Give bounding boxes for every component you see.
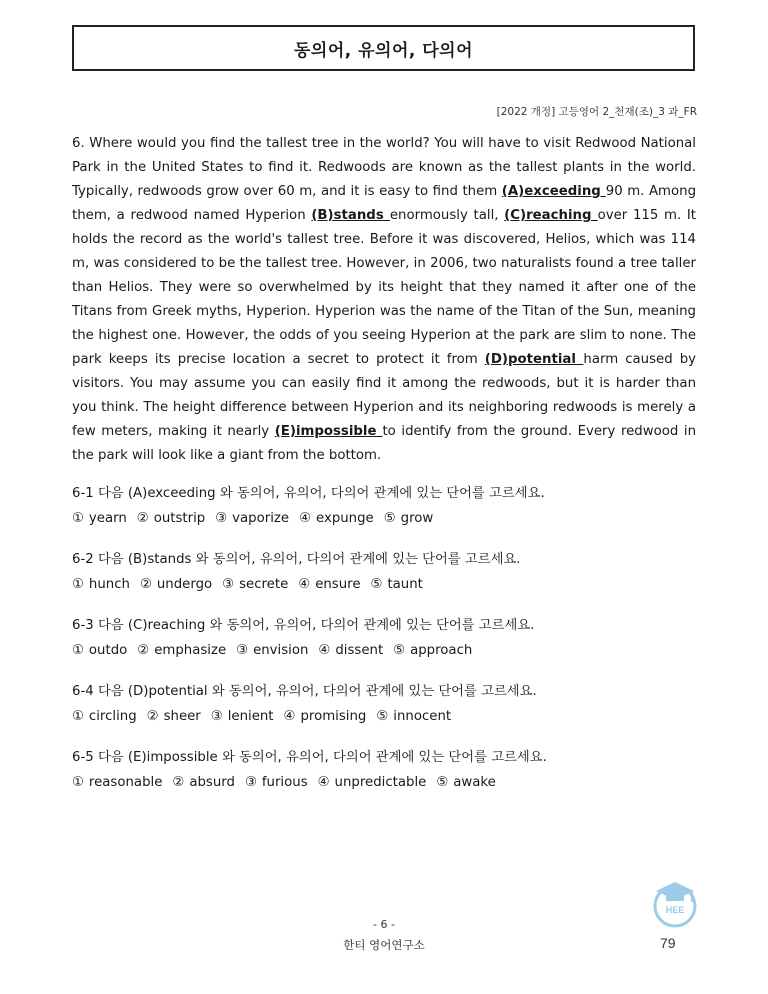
- question-list: [72, 482, 696, 812]
- option[interactable]: ① hunch: [72, 577, 130, 592]
- question-item: [72, 680, 696, 730]
- option[interactable]: ③ secrete: [222, 577, 289, 592]
- passage-text: enormously tall,: [389, 208, 505, 223]
- option[interactable]: ③ lenient: [210, 709, 274, 724]
- highlight-a: (A)exceeding: [501, 184, 606, 199]
- highlight-b: (B)stands: [311, 208, 390, 223]
- option[interactable]: ③ vaporize: [215, 511, 290, 526]
- option[interactable]: ② absurd: [172, 775, 235, 790]
- page-count: 79: [660, 935, 676, 951]
- question-item: [72, 548, 696, 598]
- question-item: [72, 746, 696, 796]
- option[interactable]: ③ furious: [244, 775, 308, 790]
- option[interactable]: ① yearn: [72, 511, 127, 526]
- reading-passage: [72, 132, 696, 468]
- question-text: 6-3 다음 (C)reaching 와 동의어, 유의어, 다의어 관계에 있는 단어를 고르세요.: [72, 618, 535, 633]
- footer-label: 한티 영어연구소: [343, 938, 425, 952]
- option[interactable]: ④ dissent: [318, 643, 384, 658]
- option[interactable]: ④ ensure: [298, 577, 361, 592]
- option[interactable]: ③ envision: [236, 643, 309, 658]
- option[interactable]: ① outdo: [72, 643, 128, 658]
- passage-text: 6. Where would you find the tallest tree in the world? You will have to visit Redwood National Park in the United States to find it. Redwoods are known as the tallest plants in the world. Typically, redwoods grow over 60 m, and it is easy to find them: [72, 136, 696, 199]
- option[interactable]: ② undergo: [139, 577, 213, 592]
- question-text: 6-1 다음 (A)exceeding 와 동의어, 유의어, 다의어 관계에 있는 단어를 고르세요.: [72, 486, 545, 501]
- option[interactable]: ④ expunge: [299, 511, 374, 526]
- page-title: 동의어, 유의어, 다의어: [72, 25, 695, 71]
- source-label: [2022 개정] 고등영어 2_천재(조)_3 과_FR: [496, 106, 697, 118]
- option[interactable]: ② outstrip: [136, 511, 206, 526]
- option[interactable]: ② emphasize: [137, 643, 227, 658]
- question-item: [72, 614, 696, 664]
- question-text: 6-2 다음 (B)stands 와 동의어, 유의어, 다의어 관계에 있는 단어를 고르세요.: [72, 552, 521, 567]
- question-text: 6-4 다음 (D)potential 와 동의어, 유의어, 다의어 관계에 있는 단어를 고르세요.: [72, 684, 537, 699]
- option-list: [72, 506, 696, 532]
- option[interactable]: ⑤ grow: [383, 511, 434, 526]
- passage-text: 90 m. Among them, a redwood named Hyperion: [72, 184, 697, 223]
- logo-text: HEE: [665, 905, 685, 915]
- question-item: [72, 482, 696, 532]
- highlight-d: (D)potential: [484, 352, 584, 367]
- option-list: [72, 572, 696, 598]
- option[interactable]: ① reasonable: [72, 775, 163, 790]
- option[interactable]: ② sheer: [146, 709, 201, 724]
- option-list: [72, 638, 696, 664]
- option[interactable]: ⑤ taunt: [370, 577, 423, 592]
- page-number: - 6 -: [373, 918, 395, 931]
- option[interactable]: ④ unpredictable: [317, 775, 427, 790]
- highlight-c: (C)reaching: [504, 208, 598, 223]
- option[interactable]: ⑤ awake: [436, 775, 496, 790]
- option-list: [72, 770, 696, 796]
- passage-text: to identify from the ground. Every redwood in the park will look like a giant from the bottom.: [72, 424, 696, 463]
- passage-text: harm caused by visitors. You may assume you can easily find it among the redwoods, but it is harder than you think. The height difference between Hyperion and its neighboring redwoods is merely a few meters, making it nearly: [72, 352, 696, 439]
- option[interactable]: ④ promising: [283, 709, 367, 724]
- highlight-e: (E)impossible: [274, 424, 383, 439]
- option[interactable]: ⑤ innocent: [376, 709, 452, 724]
- question-text: 6-5 다음 (E)impossible 와 동의어, 유의어, 다의어 관계에 있는 단어를 고르세요.: [72, 750, 547, 765]
- option[interactable]: ① circling: [72, 709, 137, 724]
- option[interactable]: ⑤ approach: [393, 643, 473, 658]
- option-list: [72, 704, 696, 730]
- passage-text: over 115 m. It holds the record as the world's tallest tree. Before it was discovered, Helios, which was 114 m, was considered to be the tallest tree. However, in 2006, two naturalists found a tree taller than Helios. They were so overwhelmed by its height that they named it after one of the Titans from Greek myths, Hyperion. Hyperion was the name of the Titan of the Sun, meaning the highest one. However, the odds of you seeing Hyperion at the park are slim to none. The park keeps its precise location a secret to protect it from: [72, 208, 697, 367]
